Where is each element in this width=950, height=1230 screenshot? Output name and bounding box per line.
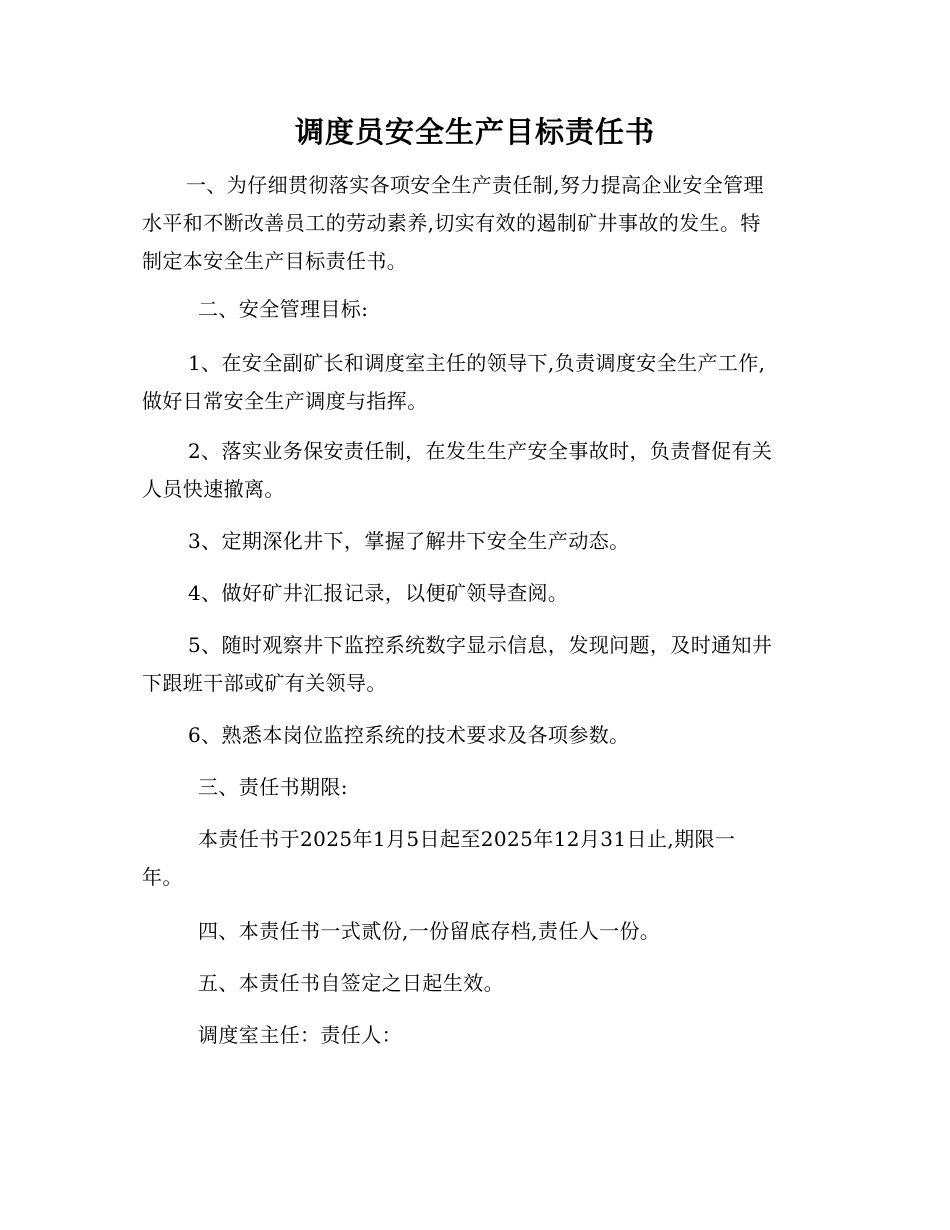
goal-item-4	[142, 574, 808, 612]
goal-item-3	[142, 522, 808, 560]
text-line: 5、随时观察井下监控系统数字显示信息，发现问题，及时通知井	[188, 633, 773, 657]
text-line: 人员快速撤离。	[142, 477, 285, 501]
section-heading-goals	[142, 290, 808, 328]
effective-paragraph	[142, 964, 808, 1002]
paragraph-purpose	[142, 166, 808, 280]
text-line: 五、本责任书自签定之日起生效。	[198, 971, 504, 995]
document-title: 调度员安全生产目标责任书	[294, 115, 655, 149]
text-line: 4、做好矿井汇报记录，以便矿领导查阅。	[188, 581, 569, 605]
text-line: 一、为仔细贯彻落实各项安全生产责任制,努力提高企业安全管理	[186, 173, 764, 197]
text-line: 制定本安全生产目标责任书。	[142, 249, 408, 273]
text-line: 2、落实业务保安责任制，在发生生产安全事故时，负责督促有关	[188, 439, 773, 463]
text-line: 四、本责任书一式贰份,一份留底存档,责任人一份。	[198, 919, 661, 943]
text-line: 下跟班干部或矿有关领导。	[142, 671, 387, 695]
text-line: 做好日常安全生产调度与指挥。	[142, 389, 428, 413]
goal-item-5	[142, 626, 808, 702]
text-line: 调度室主任：责任人：	[198, 1023, 402, 1047]
text-line: 3、定期深化井下，掌握了解井下安全生产动态。	[188, 529, 630, 553]
text-line: 水平和不断改善员工的劳动素养,切实有效的遏制矿井事故的发生。特	[142, 211, 761, 235]
goal-item-2	[142, 432, 808, 508]
goal-item-6	[142, 716, 808, 754]
section-heading-term	[142, 768, 808, 806]
text-line: 本责任书于2025年1月5日起至2025年12月31日止,期限一	[198, 827, 736, 851]
text-line: 6、熟悉本岗位监控系统的技术要求及各项参数。	[188, 723, 630, 747]
text-line: 三、责任书期限:	[198, 775, 348, 799]
text-line: 1、在安全副矿长和调度室主任的领导下,负责调度安全生产工作,	[188, 351, 766, 375]
copies-paragraph	[142, 912, 808, 950]
text-line: 年。	[142, 865, 183, 889]
goal-item-1	[142, 344, 808, 420]
text-line: 二、安全管理目标:	[198, 297, 369, 321]
term-paragraph	[142, 820, 808, 896]
signature-line	[142, 1016, 808, 1054]
